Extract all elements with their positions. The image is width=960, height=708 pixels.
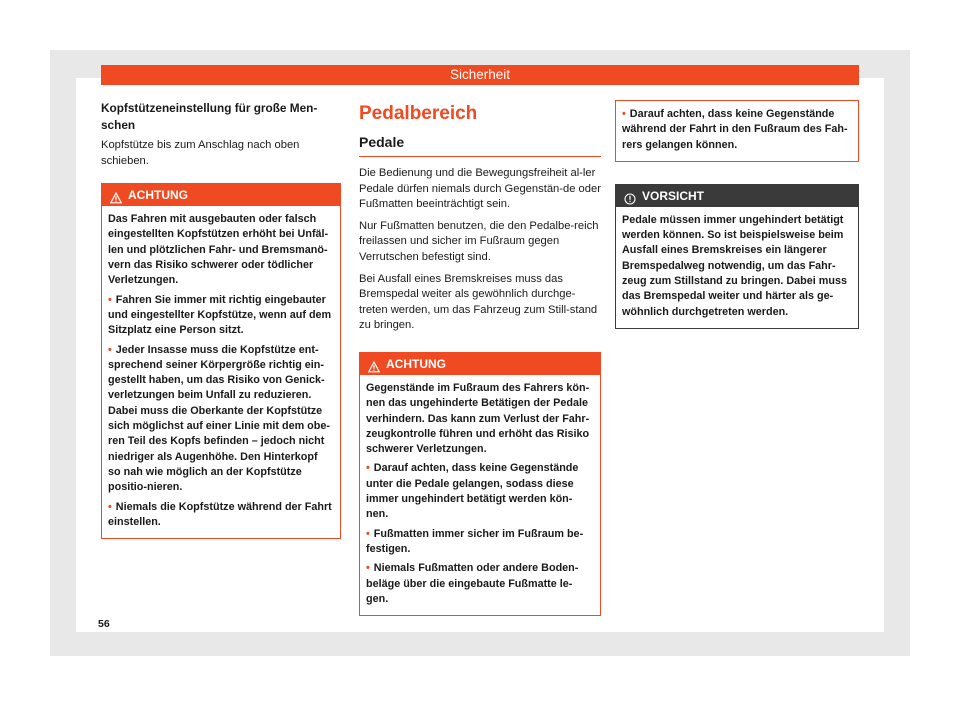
warning-box-pedals	[359, 352, 601, 616]
subsection-title: Pedale	[359, 132, 601, 157]
middle-column	[359, 100, 601, 616]
warning-bullet: • Fahren Sie immer mit richtig eingebauter und eingestellter Kopfstütze, wenn auf dem Sitzplatz eine Person sitzt.	[108, 293, 332, 337]
warning-triangle-icon	[368, 358, 380, 370]
pedal-paragraph: Nur Fußmatten benutzen, die den Pedalbe-reich freilassen und sicher im Fußraum gegen Verrutschen befestigt sind.	[359, 219, 599, 263]
caution-header	[616, 185, 858, 207]
caution-box	[615, 184, 859, 329]
bullet-icon: •	[108, 293, 112, 306]
pedal-paragraph: Bei Ausfall eines Bremskreises muss das Bremspedal weiter als gewöhnlich durchge-treten werden, um das Fahrzeug zum Still-stand zu bringen.	[359, 272, 598, 332]
warning-header	[360, 353, 600, 375]
warning-intro: Das Fahren mit ausgebauten oder falsch eingestellten Kopfstützen erhöht bei Unfäl-len und plötzlichen Fahr- und Bremsmanö-vern das Risiko schwerer oder tödlicher Verletzungen.	[108, 213, 329, 287]
right-column	[615, 100, 859, 329]
bullet-icon: •	[108, 343, 112, 356]
section-title: Pedalbereich	[359, 103, 478, 124]
warning-bullet: • Fußmatten immer sicher im Fußraum be-festigen.	[366, 527, 584, 555]
caution-label: VORSICHT	[642, 188, 705, 203]
warning-bullet: • Niemals Fußmatten oder andere Boden-beläge über die eingebaute Fußmatte le-gen.	[366, 562, 579, 605]
warning-intro: Gegenstände im Fußraum des Fahrers kön-nen das ungehinderte Betätigen der Pedale verhindern. Das kann zum Verlust der Fahr-zeugkontrolle führen und erhöht das Risiko schwerer Verletzungen.	[366, 381, 590, 456]
warning-triangle-icon	[110, 189, 122, 201]
warning-bullet: • Darauf achten, dass keine Gegenstände unter die Pedale gelangen, sodass diese immer ungehindert betätigt werden kön-nen.	[366, 462, 579, 521]
bullet-icon: •	[366, 462, 370, 475]
info-circle-icon	[624, 190, 636, 202]
left-column	[101, 100, 341, 539]
warning-header	[102, 184, 340, 206]
page-number: 56	[98, 618, 110, 630]
headrest-text: Kopfstütze bis zum Anschlag nach oben schieben.	[101, 139, 300, 167]
warning-continuation-box	[615, 100, 859, 162]
bullet-icon: •	[622, 108, 626, 120]
warning-box-headrest	[101, 183, 341, 539]
bullet-icon: •	[108, 500, 112, 513]
warning-bullet: • Niemals die Kopfstütze während der Fahrt einstellen.	[108, 500, 332, 528]
warning-label: ACHTUNG	[386, 356, 446, 371]
bullet-icon: •	[366, 527, 370, 540]
pedal-paragraph: Die Bedienung und die Bewegungsfreiheit al-ler Pedale dürfen niemals durch Gegenstän-de oder Fußmatten beeinträchtigt sein.	[359, 167, 601, 211]
caution-body	[616, 207, 858, 328]
chapter-header: Sicherheit	[101, 65, 859, 85]
caution-text: Pedale müssen immer ungehindert betätigt werden können. So ist beispielsweise beim Ausfall eines Bremskreises ein längerer Bremspedalweg notwendig, um das Fahr-zeug zum Stillstand zu bringen. Dabei muss das Bremspedal weiter und härter als ge-wöhnlich durchgetreten werden.	[622, 213, 847, 318]
warning-body	[360, 375, 600, 615]
warning-label: ACHTUNG	[128, 188, 188, 203]
bullet-icon: •	[366, 562, 370, 575]
warning-body	[102, 206, 340, 538]
headrest-heading: Kopfstützeneinstellung für große Men- schen	[101, 101, 318, 132]
warning-bullet: Darauf achten, dass keine Gegenstände während der Fahrt in den Fußraum des Fah-rers gelangen können.	[622, 108, 848, 151]
warning-bullet: • Jeder Insasse muss die Kopfstütze ent-sprechend seiner Körpergröße richtig ein-gestellt haben, um das Risiko von Genick-verletzungen beim Unfall zu reduzieren. Dabei muss die Oberkante der Kopfstütze sich möglichst auf einer Linie mit dem obe-ren Teil des Kopfs befinden – jedoch nicht niedriger als Augenhöhe. Den Hinterkopf so nah wie möglich an der Kopfstütze positio-nieren.	[108, 343, 330, 494]
